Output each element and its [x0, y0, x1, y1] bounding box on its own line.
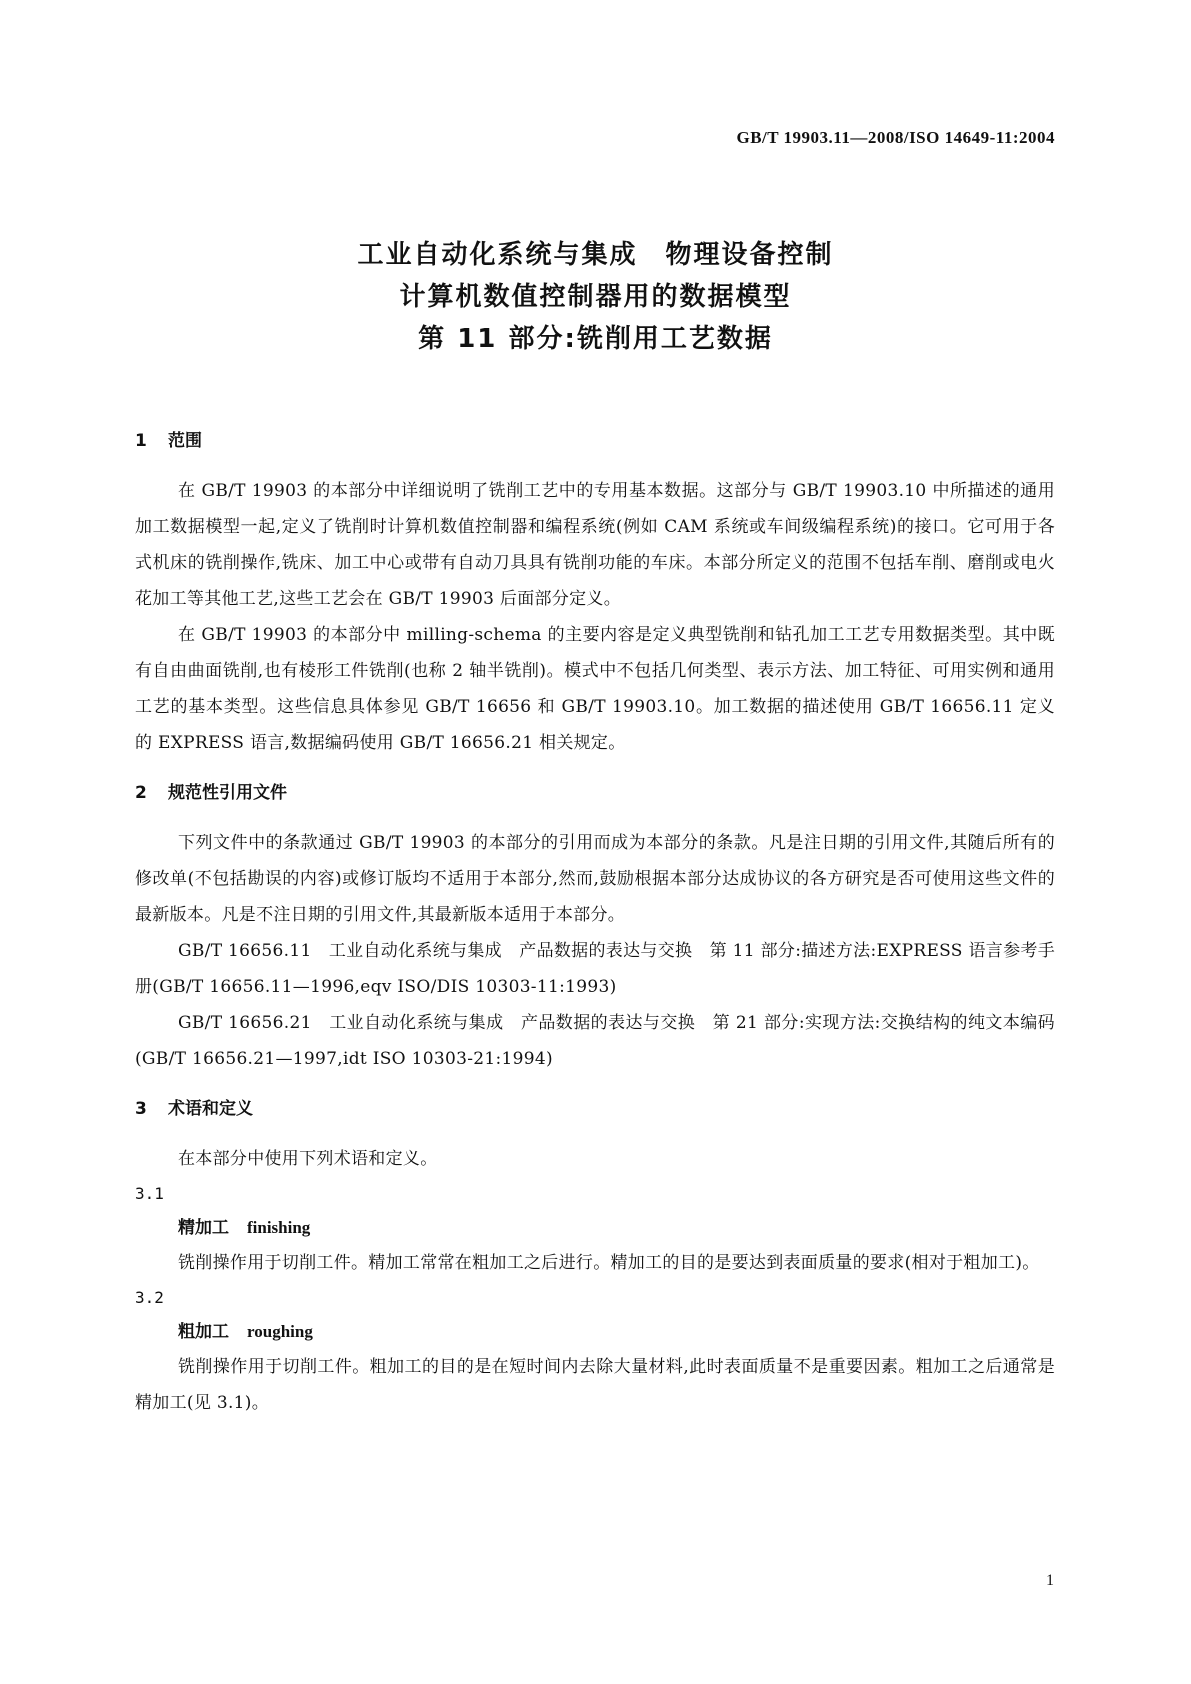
section-number: 2	[135, 783, 147, 803]
section-number: 3	[135, 1099, 147, 1119]
section-title: 术语和定义	[168, 1099, 253, 1119]
section-title: 规范性引用文件	[168, 783, 287, 803]
term-entry-roughing	[135, 1315, 1055, 1349]
reference-entry-2: GB/T 16656.21 工业自动化系统与集成 产品数据的表达与交换 第 21 部分:实现方法:交换结构的纯文本编码(GB/T 16656.21—1997,idt ISO 10303-21:1994)	[135, 1013, 1055, 1069]
term-zh: 粗加工	[178, 1322, 229, 1342]
page-number: 1	[1046, 1572, 1054, 1589]
section-heading-scope	[135, 423, 1055, 459]
section-heading-normative-references	[135, 775, 1055, 811]
term-zh: 精加工	[178, 1218, 229, 1238]
document-body	[135, 423, 1055, 1421]
references-intro-paragraph: 下列文件中的条款通过 GB/T 19903 的本部分的引用而成为本部分的条款。凡是注日期的引用文件,其随后所有的修改单(不包括勘误的内容)或修订版均不适用于本部分,然而,鼓励根据本部分达成协议的各方研究是否可使用这些文件的最新版本。凡是不注日期的引用文件,其最新版本适用于本部分。	[135, 833, 1055, 925]
term-en: finishing	[247, 1218, 311, 1237]
term-number: 3.2	[135, 1288, 164, 1307]
term-number: 3.1	[135, 1184, 164, 1203]
section-title: 范围	[168, 431, 202, 451]
title-line-3: 第 11 部分:铣削用工艺数据	[418, 324, 773, 354]
scope-paragraph-1: 在 GB/T 19903 的本部分中详细说明了铣削工艺中的专用基本数据。这部分与 GB/T 19903.10 中所描述的通用加工数据模型一起,定义了铣削时计算机数值控制器和编程系统(例如 CAM 系统或车间级编程系统)的接口。它可用于各式机床的铣削操作,铣床、加工中心或带有自动刀具具有铣削功能的车床。本部分所定义的范围不包括车削、磨削或电火花加工等其他工艺,这些工艺会在 GB/T 19903 后面部分定义。	[135, 481, 1055, 609]
title-line-2: 计算机数值控制器用的数据模型	[399, 282, 792, 312]
term-entry-finishing	[135, 1211, 1055, 1245]
terms-intro-paragraph: 在本部分中使用下列术语和定义。	[178, 1149, 438, 1169]
section-number: 1	[135, 431, 147, 451]
section-heading-terms	[135, 1091, 1055, 1127]
term-definition-finishing: 铣削操作用于切削工件。精加工常常在粗加工之后进行。精加工的目的是要达到表面质量的要求(相对于粗加工)。	[178, 1253, 1040, 1273]
document-title	[0, 234, 1191, 360]
term-definition-roughing: 铣削操作用于切削工件。粗加工的目的是在短时间内去除大量材料,此时表面质量不是重要因素。粗加工之后通常是精加工(见 3.1)。	[135, 1357, 1055, 1413]
title-line-1: 工业自动化系统与集成 物理设备控制	[357, 240, 834, 270]
standard-number-header: GB/T 19903.11—2008/ISO 14649-11:2004	[736, 128, 1055, 147]
term-en: roughing	[247, 1322, 313, 1341]
scope-paragraph-2: 在 GB/T 19903 的本部分中 milling-schema 的主要内容是定义典型铣削和钻孔加工工艺专用数据类型。其中既有自由曲面铣削,也有棱形工件铣削(也称 2 轴半铣削)。模式中不包括几何类型、表示方法、加工特征、可用实例和通用工艺的基本类型。这些信息具体参见 GB/T 16656 和 GB/T 19903.10。加工数据的描述使用 GB/T 16656.11 定义的 EXPRESS 语言,数据编码使用 GB/T 16656.21 相关规定。	[135, 625, 1055, 753]
reference-entry-1: GB/T 16656.11 工业自动化系统与集成 产品数据的表达与交换 第 11 部分:描述方法:EXPRESS 语言参考手册(GB/T 16656.11—1996,eqv ISO/DIS 10303-11:1993)	[135, 941, 1055, 997]
